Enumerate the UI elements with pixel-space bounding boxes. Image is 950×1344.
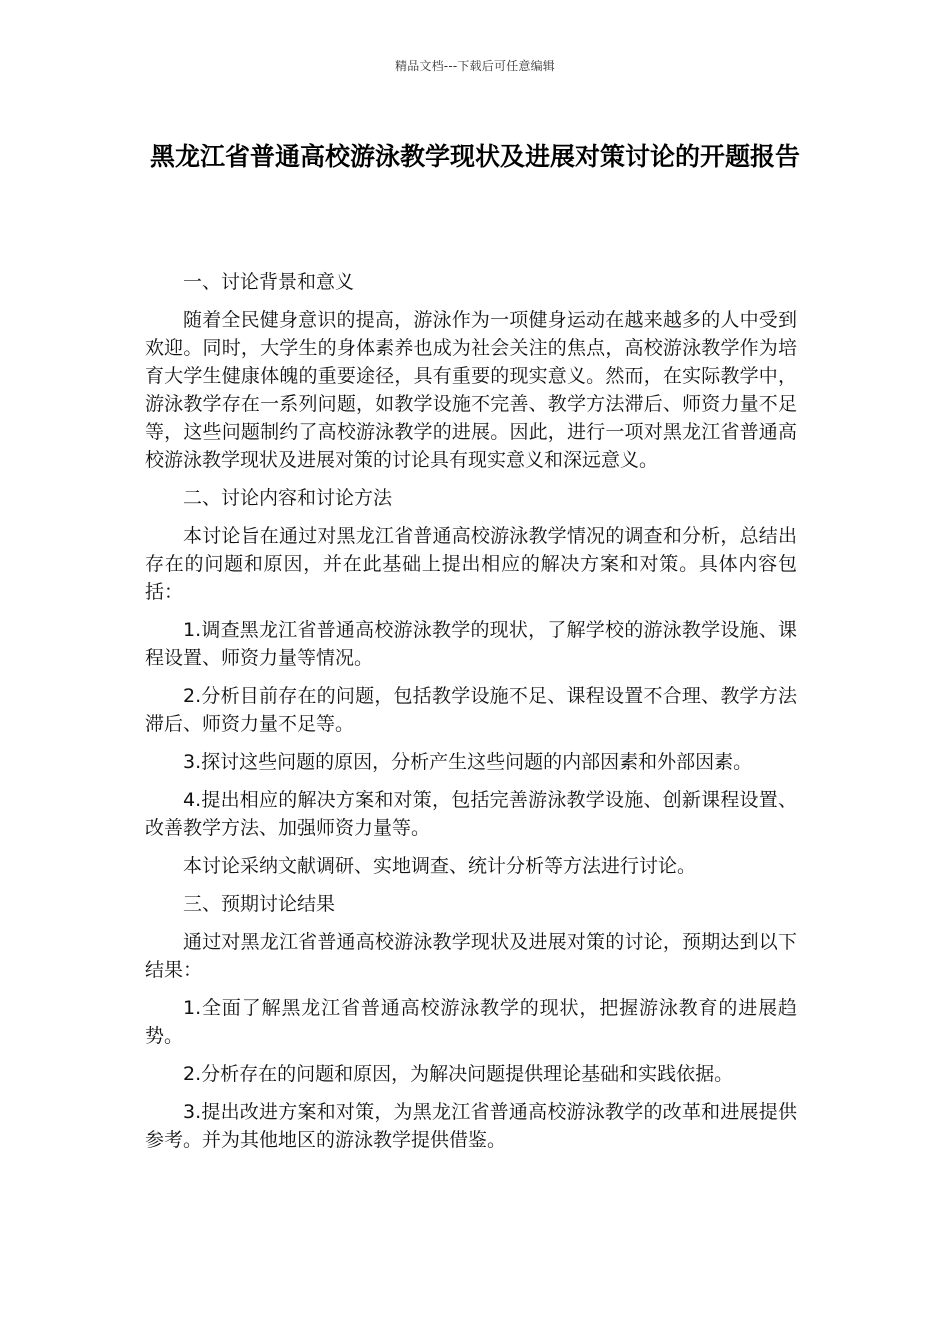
paragraph-content-intro: 本讨论旨在通过对黑龙江省普通高校游泳教学情况的调查和分析，总结出存在的问题和原因，并在此基础上提出相应的解决方案和对策。具体内容包括： — [145, 525, 797, 603]
paragraph-methods: 本讨论采纳文献调研、实地调查、统计分析等方法进行讨论。 — [183, 855, 697, 877]
list-item-content-4: 4.提出相应的解决方案和对策，包括完善游泳教学设施、创新课程设置、改善教学方法、加强师资力量等。 — [145, 789, 797, 839]
document-body — [145, 268, 797, 1164]
page-header: 精品文档---下载后可任意编辑 — [395, 59, 555, 73]
section-heading-background: 一、讨论背景和意义 — [183, 271, 355, 293]
paragraph-results-intro: 通过对黑龙江省普通高校游泳教学现状及进展对策的讨论，预期达到以下结果： — [145, 931, 797, 981]
list-item-content-2: 2.分析目前存在的问题，包括教学设施不足、课程设置不合理、教学方法滞后、师资力量不足等。 — [145, 685, 797, 735]
section-heading-expected-results: 三、预期讨论结果 — [183, 893, 336, 915]
paragraph-background: 随着全民健身意识的提高，游泳作为一项健身运动在越来越多的人中受到欢迎。同时，大学生的身体素养也成为社会关注的焦点，高校游泳教学作为培育大学生健康体魄的重要途径，具有重要的现实意义。然而，在实际教学中，游泳教学存在一系列问题，如教学设施不完善、教学方法滞后、师资力量不足等，这些问题制约了高校游泳教学的进展。因此，进行一项对黑龙江省普通高校游泳教学现状及进展对策的讨论具有现实意义和深远意义。 — [145, 309, 797, 471]
list-item-content-3: 3.探讨这些问题的原因，分析产生这些问题的内部因素和外部因素。 — [183, 751, 753, 773]
list-item-result-1: 1.全面了解黑龙江省普通高校游泳教学的现状，把握游泳教育的进展趋势。 — [145, 997, 797, 1047]
section-heading-content-methods: 二、讨论内容和讨论方法 — [183, 487, 393, 509]
list-item-result-3: 3.提出改进方案和对策，为黑龙江省普通高校游泳教学的改革和进展提供参考。并为其他地区的游泳教学提供借鉴。 — [145, 1101, 797, 1151]
list-item-result-2: 2.分析存在的问题和原因，为解决问题提供理论基础和实践依据。 — [183, 1063, 734, 1085]
document-title: 黑龙江省普通高校游泳教学现状及进展对策讨论的开题报告 — [149, 142, 800, 171]
list-item-content-1: 1.调查黑龙江省普通高校游泳教学的现状，了解学校的游泳教学设施、课程设置、师资力量等情况。 — [145, 619, 797, 669]
